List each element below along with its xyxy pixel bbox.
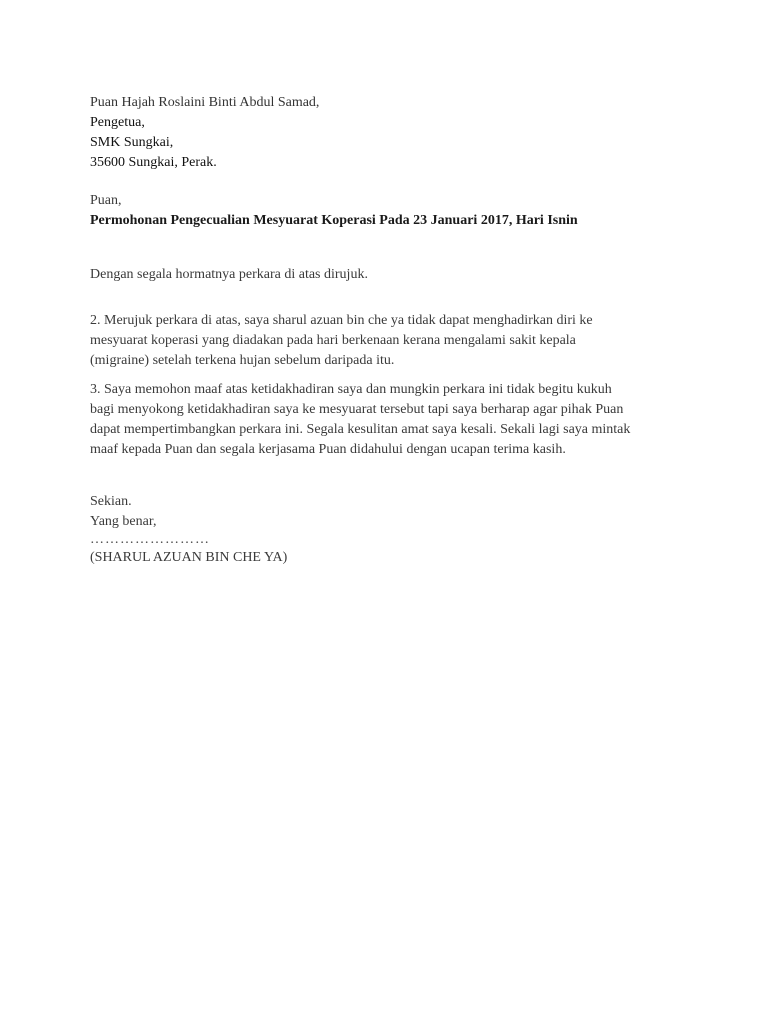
paragraph-3 (90, 380, 690, 460)
closing-block (90, 492, 690, 568)
subject-line: Permohonan Pengecualian Mesyuarat Koperasi Pada 23 Januari 2017, Hari Isnin (90, 213, 578, 228)
paragraph-3-line: dapat mempertimbangkan perkara ini. Segala kesulitan amat saya kesali. Sekali lagi saya mintak (90, 422, 631, 437)
signatory-name: (SHARUL AZUAN BIN CHE YA) (90, 550, 288, 565)
paragraph-2-line: mesyuarat koperasi yang diadakan pada hari berkenaan kerana mengalami sakit kepala (90, 333, 576, 348)
letter-page (90, 93, 690, 568)
recipient-title: Pengetua, (90, 115, 145, 130)
recipient-name: Puan Hajah Roslaini Binti Abdul Samad, (90, 95, 320, 110)
recipient-address (90, 93, 690, 173)
salutation: Puan, (90, 193, 122, 208)
paragraph-2-line: 2. Merujuk perkara di atas, saya sharul azuan bin che ya tidak dapat menghadirkan diri ke (90, 313, 593, 328)
recipient-school: SMK Sungkai, (90, 135, 174, 150)
paragraph-3-line: maaf kepada Puan dan segala kerjasama Puan didahului dengan ucapan terima kasih. (90, 442, 566, 457)
signature-line: …………………… (90, 532, 210, 547)
paragraph-3-line: 3. Saya memohon maaf atas ketidakhadiran saya dan mungkin perkara ini tidak begitu kukuh (90, 382, 612, 397)
paragraph-3-line: bagi menyokong ketidakhadiran saya ke mesyuarat tersebut tapi saya berharap agar pihak Puan (90, 402, 624, 417)
closing-yang-benar: Yang benar, (90, 514, 157, 529)
paragraph-2 (90, 311, 690, 371)
paragraph-2-line: (migraine) setelah terkena hujan sebelum daripada itu. (90, 353, 395, 368)
closing-sekian: Sekian. (90, 494, 132, 509)
opening-paragraph: Dengan segala hormatnya perkara di atas dirujuk. (90, 267, 368, 282)
recipient-address-line: 35600 Sungkai, Perak. (90, 155, 217, 170)
